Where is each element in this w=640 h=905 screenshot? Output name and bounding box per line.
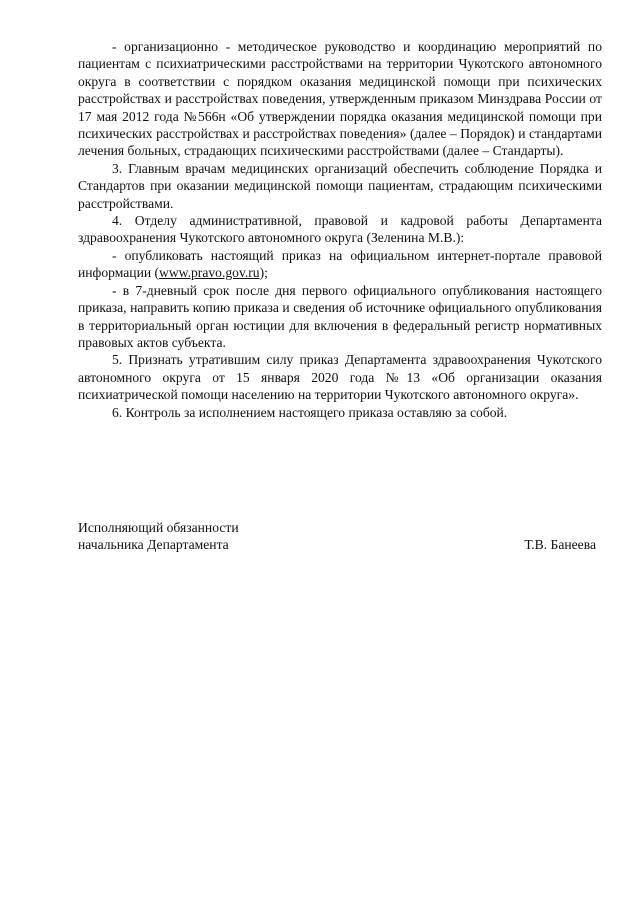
signature-block: [78, 519, 596, 554]
paragraph-publish: [78, 247, 602, 282]
document-body: [78, 38, 602, 421]
paragraph-item-4: 4. Отделу административной, правовой и кадровой работы Департамента здравоохранения Чукотского автономного округа (Зеленина М.В.):: [78, 213, 602, 246]
paragraph-coordination: - организационно - методическое руководство и координацию мероприятий по пациентам с психиатрическими расстройствами на территории Чукотского автономного округа в соответствии с порядком оказания медицинской помощи при психических расстройствах и расстройствах поведения, утвержденным приказом Минздрава России от 17 мая 2012 года №566н «Об утверждении порядка оказания медицинской помощи при психических расстройствах и расстройствах поведения» (далее – Порядок) и стандартами лечения больных, страдающих психическими расстройствами (далее – Стандарты).: [78, 39, 602, 159]
publish-text-before: - опубликовать настоящий приказ на официальном интернет-портале правовой информации (: [78, 247, 602, 281]
paragraph-justice-registry: - в 7-дневный срок после дня первого официального опубликования настоящего приказа, направить копию приказа и сведения об источнике официального опубликования в территориальный орган юстиции для включения в федеральный регистр нормативных правовых актов субъекта.: [78, 282, 602, 350]
pravo-link[interactable]: www.pravo.gov.ru: [159, 265, 260, 281]
paragraph-item-3: 3. Главным врачам медицинских организаций обеспечить соблюдение Порядка и Стандартов при оказании медицинской помощи пациентам, страдающим психическими расстройствами.: [78, 160, 602, 211]
paragraph-item-6: 6. Контроль за исполнением настоящего приказа оставляю за собой.: [112, 404, 508, 420]
publish-text-after: );: [259, 265, 268, 281]
signer-name: Т.В. Банеева: [524, 537, 596, 553]
signer-position-line2: начальника Департамента: [78, 537, 229, 553]
signer-position-line1: Исполняющий обязанности: [78, 520, 239, 535]
signature-row: [78, 536, 596, 553]
paragraph-item-5: 5. Признать утратившим силу приказ Департамента здравоохранения Чукотского автономного округа от 15 января 2020 года №13 «Об организации оказания психиатрической помощи населению на территории Чукотского автономного округа».: [78, 352, 602, 403]
